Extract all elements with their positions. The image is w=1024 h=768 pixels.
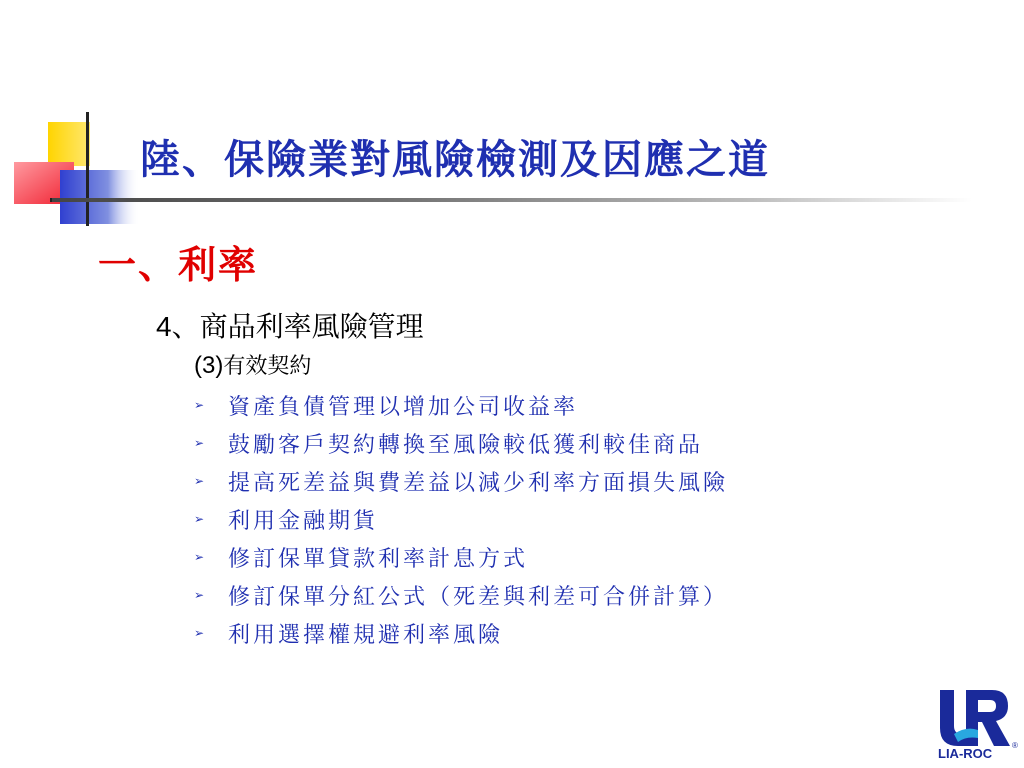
bullet-text: 利用選擇權規避利率風險 — [228, 622, 504, 648]
sub-subheading — [194, 350, 311, 383]
bullet-text: 提高死差益與費差益以減少利率方面損失風險 — [228, 470, 729, 496]
bullet-list — [194, 386, 728, 652]
list-item — [194, 462, 728, 500]
list-item — [194, 614, 728, 652]
bullet-text: 利用金融期貨 — [228, 508, 379, 534]
arrow-right-icon: ➢ — [194, 626, 205, 640]
arrow-right-icon: ➢ — [194, 512, 205, 526]
section-heading: 一、利率 — [98, 242, 259, 287]
subheading — [156, 308, 424, 346]
corner-decoration — [0, 0, 160, 240]
logo-text: LIA-ROC — [938, 746, 993, 761]
bullet-text: 修訂保單貸款利率計息方式 — [228, 546, 529, 572]
title-divider — [52, 198, 972, 202]
sub-subheading-number: (3) — [194, 352, 224, 379]
subheading-number: 4 — [156, 311, 172, 342]
blue-square — [60, 170, 140, 224]
subheading-text: 、商品利率風險管理 — [171, 310, 424, 343]
bullet-text: 修訂保單分紅公式（死差與利差可合併計算） — [228, 584, 729, 610]
arrow-right-icon: ➢ — [194, 588, 205, 602]
yellow-square — [48, 122, 90, 166]
registered-mark: ® — [1012, 741, 1018, 750]
list-item — [194, 386, 728, 424]
list-item — [194, 576, 728, 614]
sub-subheading-text: 有效契約 — [223, 354, 312, 379]
arrow-right-icon: ➢ — [194, 474, 205, 488]
list-item — [194, 424, 728, 462]
list-item — [194, 538, 728, 576]
arrow-right-icon: ➢ — [194, 436, 205, 450]
slide-title: 陸、保險業對風險檢測及因應之道 — [140, 136, 770, 183]
arrow-right-icon: ➢ — [194, 398, 205, 412]
arrow-right-icon: ➢ — [194, 550, 205, 564]
bullet-text: 資產負債管理以增加公司收益率 — [228, 394, 579, 420]
bullet-text: 鼓勵客戶契約轉換至風險較低獲利較佳商品 — [228, 432, 704, 458]
list-item — [194, 500, 728, 538]
vertical-line — [86, 112, 89, 226]
